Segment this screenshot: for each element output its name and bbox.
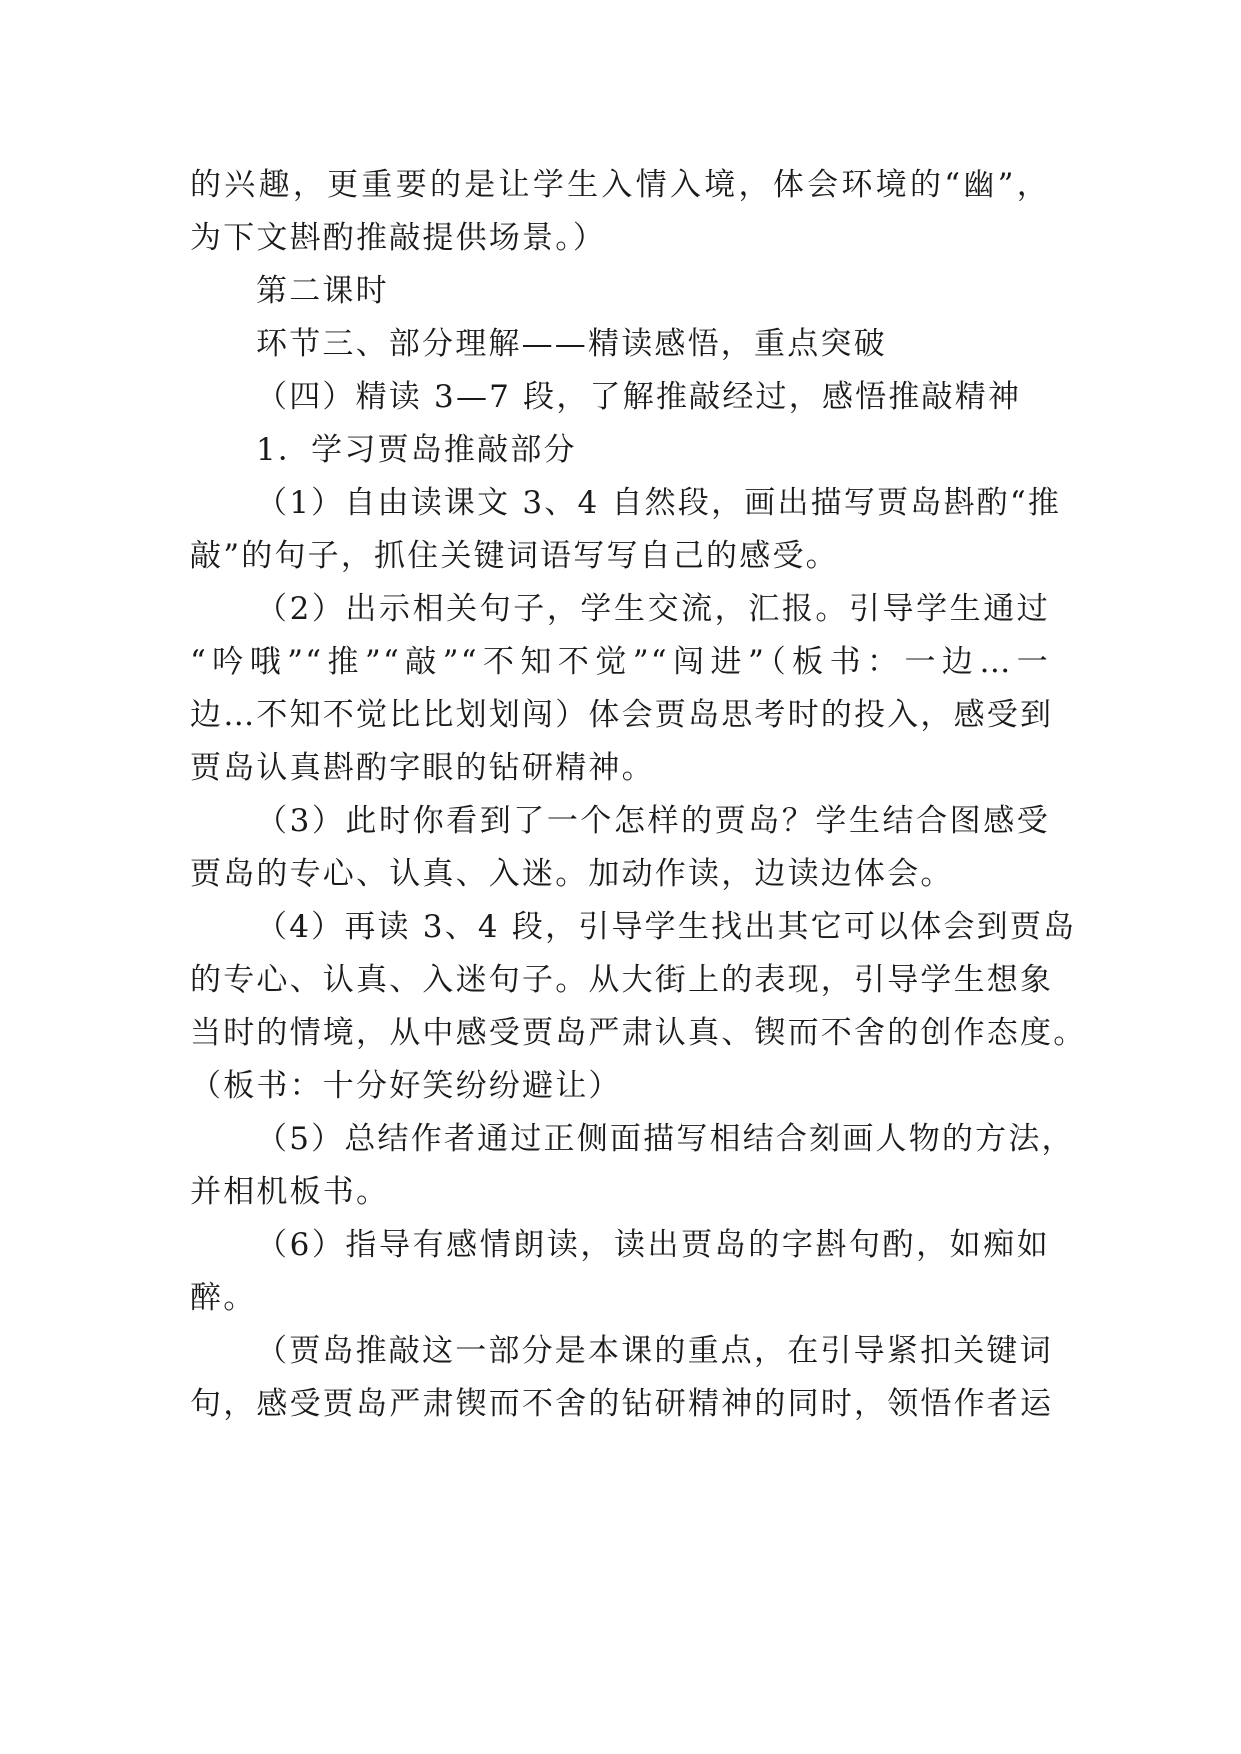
text-line: 的专心、认真、入迷句子。从大街上的表现，引导学生想象 — [190, 962, 1054, 998]
text-line: 句，感受贾岛严肃锲而不舍的钻研精神的同时，领悟作者运 — [190, 1386, 1054, 1422]
text-line: （板书：十分好笑纷纷避让） — [190, 1068, 622, 1104]
text-line: （1）自由读课文 3、4 自然段，画出描写贾岛斟酌“推 — [256, 485, 1062, 521]
text-line: （5）总结作者通过正侧面描写相结合刻画人物的方法， — [256, 1121, 1075, 1157]
section-heading: 环节三、部分理解——精读感悟，重点突破 — [256, 326, 887, 362]
text-line: 贾岛认真斟酌字眼的钻研精神。 — [190, 750, 655, 786]
text-line: （贾岛推敲这一部分是本课的重点，在引导紧扣关键词 — [256, 1333, 1053, 1369]
text-line: （4）再读 3、4 段，引导学生找出其它可以体会到贾岛 — [256, 909, 1077, 945]
text-line: 敲”的句子，抓住关键词语写写自己的感受。 — [190, 538, 839, 574]
text-line: 并相机板书。 — [190, 1174, 390, 1210]
text-line: “吟哦”“推”“敲”“不知不觉”“闯进”（板书：一边…一 — [190, 644, 1050, 680]
section-heading: （四）精读 3—7 段，了解推敲经过，感悟推敲精神 — [256, 379, 1022, 415]
text-line: （3）此时你看到了一个怎样的贾岛？学生结合图感受 — [256, 803, 1050, 839]
text-line: 贾岛的专心、认真、入迷。加动作读，边读边体会。 — [190, 856, 954, 892]
text-line: 第二课时 — [256, 273, 389, 309]
text-line: 的兴趣，更重要的是让学生入情入境，体会环境的“幽”， — [190, 167, 1050, 203]
text-line: 边…不知不觉比比划划闯）体会贾岛思考时的投入，感受到 — [190, 697, 1054, 733]
section-heading: 1．学习贾岛推敲部分 — [256, 432, 577, 468]
text-line: 为下文斟酌推敲提供场景。） — [190, 220, 607, 256]
text-line: （2）出示相关句子，学生交流，汇报。引导学生通过 — [256, 591, 1050, 627]
text-line: 当时的情境，从中感受贾岛严肃认真、锲而不舍的创作态度。 — [190, 1015, 1087, 1051]
text-line: 醉。 — [190, 1280, 257, 1316]
text-line: （6）指导有感情朗读，读出贾岛的字斟句酌，如痴如 — [256, 1227, 1050, 1263]
